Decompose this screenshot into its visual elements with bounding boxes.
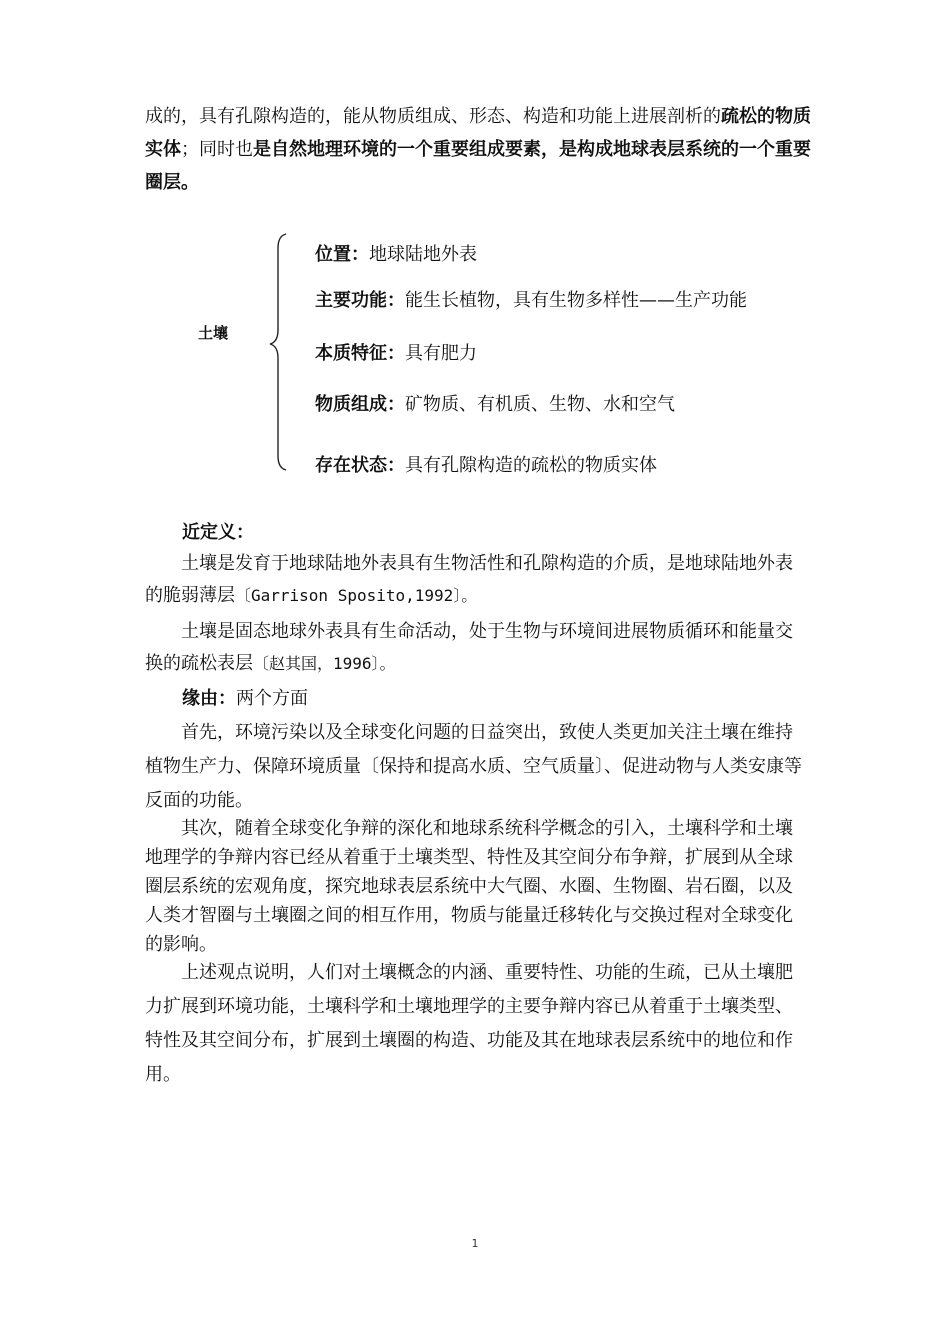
tree-item-label: 本质特征： xyxy=(315,343,405,364)
reason-value: 两个方面 xyxy=(236,688,308,709)
intro-paragraph xyxy=(145,100,825,199)
tree-item-label: 物质组成： xyxy=(315,394,405,415)
intro-text-2: ；同时也 xyxy=(181,139,253,160)
reason-paragraph-1: 首先，环境污染以及全球变化问题的日益突出，致使人类更加关注土壤在维持植物生产力、保障环境质量〔保持和提高水质、空气质量〕、促进动物与人类安康等反面的功能。 xyxy=(145,722,802,811)
near-definition-paragraph-1 xyxy=(145,548,810,612)
citation: 〔Garrison Sposito,1992〕。 xyxy=(235,586,478,605)
curly-brace-icon xyxy=(268,232,292,472)
near-definition-heading: 近定义： xyxy=(182,522,254,543)
tree-item-position xyxy=(315,240,477,266)
reason-paragraph-2: 其次，随着全球变化争辩的深化和地球系统科学概念的引入，土壤科学和土壤地理学的争辩内容已经从着重于土壤类型、特性及其空间分布争辩，扩展到从全球圈层系统的宏观角度，探究地球表层系统中大气圈、水圈、生物圈、岩石圈，以及人类才智圈与土壤圈之间的相互作用，物质与能量迁移转化与交换过程对全球变化的影响。 xyxy=(145,818,793,955)
reason-label: 缘由： xyxy=(182,688,236,709)
tree-item-label: 位置： xyxy=(315,244,369,265)
tree-item-value: 具有肥力 xyxy=(405,343,477,364)
reason-paragraph-3: 上述观点说明，人们对土壤概念的内涵、重要特性、功能的生疏，已从土壤肥力扩展到环境功能，土壤科学和土壤地理学的主要争辩内容已从着重于土壤类型、特性及其空间分布，扩展到土壤圈的构造、功能及其在地球表层系统中的地位和作用。 xyxy=(145,962,793,1085)
tree-item-label: 主要功能： xyxy=(315,290,405,311)
tree-item-value: 具有孔隙构造的疏松的物质实体 xyxy=(405,455,657,476)
near-definition-paragraph-2 xyxy=(145,616,810,680)
intro-text-1: 成的，具有孔隙构造的，能从物质组成、形态、构造和功能上进展剖析的 xyxy=(145,106,721,127)
paragraph-text: 土壤是发育于地球陆地外表具有生物活性和孔隙构造的介质，是地球陆地外表的脆弱薄层 xyxy=(145,553,793,606)
citation: 〔赵其国，1996〕。 xyxy=(253,654,396,673)
reason-line xyxy=(182,684,308,710)
tree-item-composition xyxy=(315,390,675,416)
tree-root-label: 土壤 xyxy=(198,324,229,342)
tree-item-value: 地球陆地外表 xyxy=(369,244,477,265)
page-number: 1 xyxy=(471,1237,479,1250)
tree-item-value: 矿物质、有机质、生物、水和空气 xyxy=(405,394,675,415)
intro-bold-1: 疏松的物质实体 xyxy=(145,106,811,160)
tree-item-state xyxy=(315,451,657,477)
paragraph-text: 土壤是固态地球外表具有生命活动，处于生物与环境间进展物质循环和能量交换的疏松表层 xyxy=(145,621,793,674)
tree-item-value: 能生长植物，具有生物多样性——生产功能 xyxy=(405,290,747,311)
tree-item-label: 存在状态： xyxy=(315,455,405,476)
tree-item-essence xyxy=(315,339,477,365)
intro-bold-2: 是自然地理环境的一个重要组成要素，是构成地球表层系统的一个重要圈层。 xyxy=(145,139,811,193)
tree-item-function xyxy=(315,286,747,312)
